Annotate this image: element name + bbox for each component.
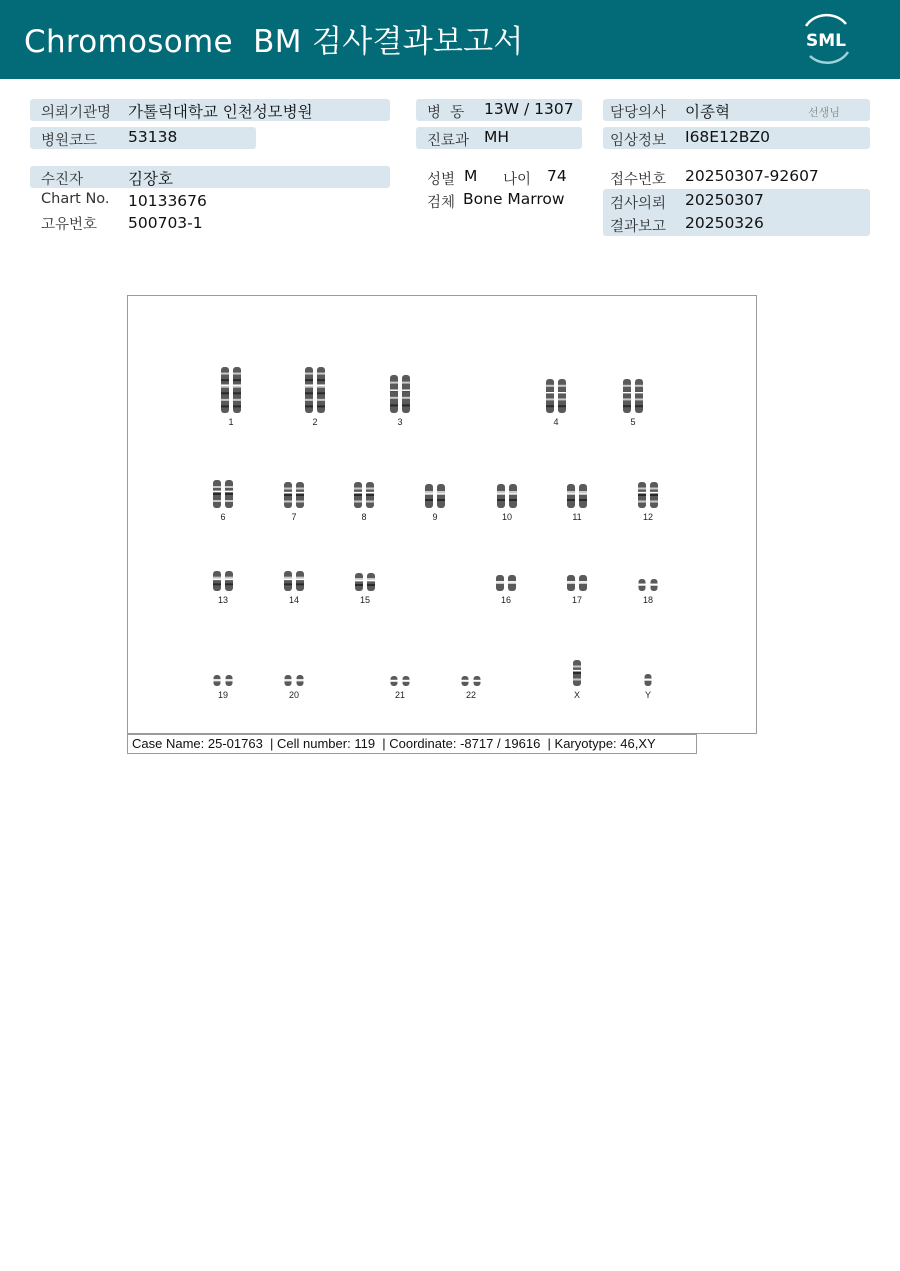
chromosome-9	[425, 484, 433, 508]
department-label: 진료과	[427, 133, 470, 149]
chromosome-label-Y: Y	[644, 690, 652, 700]
karyogram-caption: Case Name: 25-01763 | Cell number: 119 | Coordinate: -8717 / 19616 | Karyotype: 46,XY	[127, 734, 697, 754]
chromosome-4	[546, 379, 554, 413]
chromosome-14	[284, 571, 292, 591]
chromosome-pair-9	[425, 484, 445, 522]
chromosome-11	[567, 484, 575, 508]
specimen-label: 검체	[427, 195, 456, 211]
hospital-code-label: 병원코드	[41, 133, 98, 149]
chromosome-3	[402, 375, 410, 413]
chromosome-pair-21	[391, 676, 410, 700]
chromosome-pair-14	[284, 571, 304, 605]
physician-suffix: 선생님	[808, 106, 840, 119]
chromosome-label-17: 17	[571, 595, 583, 605]
clinical-info-label: 임상정보	[610, 133, 667, 149]
institution-value: 가톨릭대학교 인천성모병원	[128, 103, 313, 121]
chromosome-pair-20	[285, 675, 304, 700]
chromosome-9	[437, 484, 445, 508]
chromosome-pair-6	[213, 480, 233, 522]
physician-label: 담당의사	[610, 105, 667, 121]
chromosome-label-5: 5	[630, 417, 636, 427]
chromosome-15	[367, 573, 375, 591]
test-request-label: 검사의뢰	[610, 196, 667, 212]
chromosome-label-4: 4	[553, 417, 559, 427]
chromosome-pair-7	[284, 482, 304, 522]
chromosome-pair-13	[213, 571, 233, 605]
institution-label: 의뢰기관명	[41, 105, 112, 121]
chromosome-13	[213, 571, 221, 591]
chromosome-label-1: 1	[228, 417, 234, 427]
chromosome-label-11: 11	[572, 512, 582, 522]
receipt-no-label: 접수번호	[610, 172, 667, 188]
chromosome-label-19: 19	[217, 690, 229, 700]
chromosome-label-8: 8	[361, 512, 367, 522]
chromosome-pair-12	[638, 482, 658, 522]
chromosome-pair-18	[639, 579, 658, 605]
patient-label: 수진자	[41, 172, 84, 188]
chromosome-label-2: 2	[312, 417, 318, 427]
chart-no-value: 10133676	[128, 192, 207, 210]
chromosome-pair-22	[462, 676, 481, 700]
chromosome-10	[497, 484, 505, 508]
karyogram-svg	[128, 296, 756, 733]
ward-label: 병 동	[427, 105, 465, 121]
hospital-code-value: 53138	[128, 128, 178, 146]
specimen-value: Bone Marrow	[463, 190, 565, 208]
chromosome-pair-5	[623, 379, 643, 427]
patient-name: 김장호	[128, 170, 173, 188]
chromosome-5	[635, 379, 643, 413]
chromosome-label-6: 6	[220, 512, 226, 522]
patient-row-bg	[30, 166, 390, 188]
chromosome-label-21: 21	[394, 690, 406, 700]
chromosome-label-3: 3	[397, 417, 403, 427]
chromosome-pair-8	[354, 482, 374, 522]
chromosome-pair-1	[221, 367, 241, 427]
result-report-value: 20250326	[685, 214, 764, 232]
report-header	[0, 0, 900, 79]
chromosome-14	[296, 571, 304, 591]
ward-value: 13W / 1307	[484, 100, 574, 118]
age-label: 나이	[503, 172, 532, 188]
receipt-no-value: 20250307-92607	[685, 167, 819, 185]
chromosome-label-7: 7	[291, 512, 297, 522]
result-report-label: 결과보고	[610, 219, 667, 235]
physician-value: 이종혁	[685, 103, 730, 121]
chromosome-pair-2	[305, 367, 325, 427]
chart-no-label: Chart No.	[41, 191, 110, 207]
chromosome-label-18: 18	[642, 595, 654, 605]
chromosome-5	[623, 379, 631, 413]
chromosome-label-12: 12	[642, 512, 654, 522]
age-value: 74	[547, 167, 567, 185]
chromosome-label-13: 13	[217, 595, 229, 605]
chromosome-pair-15	[355, 573, 375, 605]
logo-text: SML	[806, 31, 846, 51]
chromosome-pair-10	[497, 484, 517, 522]
unique-no-value: 500703-1	[128, 214, 203, 232]
chromosome-13	[225, 571, 233, 591]
chromosome-10	[509, 484, 517, 508]
chromosome-label-10: 10	[501, 512, 513, 522]
chromosome-label-X: X	[573, 690, 581, 700]
karyogram-image	[127, 295, 757, 734]
chromosome-label-22: 22	[465, 690, 477, 700]
sml-logo	[796, 12, 856, 66]
department-value: MH	[484, 128, 510, 146]
chromosome-pair-19	[214, 675, 233, 700]
clinical-info-value: I68E12BZ0	[685, 128, 770, 146]
chromosome-label-16: 16	[500, 595, 512, 605]
chromosome-3	[390, 375, 398, 413]
test-request-value: 20250307	[685, 191, 764, 209]
chromosome-11	[579, 484, 587, 508]
chromosome-pair-16	[496, 575, 516, 605]
report-title: Chromosome BM 검사결과보고서	[24, 24, 524, 60]
chromosome-pair-11	[567, 484, 587, 522]
chromosome-pair-X	[573, 660, 581, 700]
chromosome-4	[558, 379, 566, 413]
chromosome-label-20: 20	[288, 690, 300, 700]
chromosome-pair-3	[390, 375, 410, 427]
unique-no-label: 고유번호	[41, 217, 98, 233]
sex-label: 성별	[427, 172, 456, 188]
sex-value: M	[464, 167, 478, 185]
chromosome-label-9: 9	[432, 512, 438, 522]
chromosome-pair-Y	[645, 674, 652, 700]
chromosome-pair-4	[546, 379, 566, 427]
chromosome-label-15: 15	[359, 595, 371, 605]
chromosome-pair-17	[567, 575, 587, 605]
chromosome-label-14: 14	[288, 595, 300, 605]
chromosome-15	[355, 573, 363, 591]
